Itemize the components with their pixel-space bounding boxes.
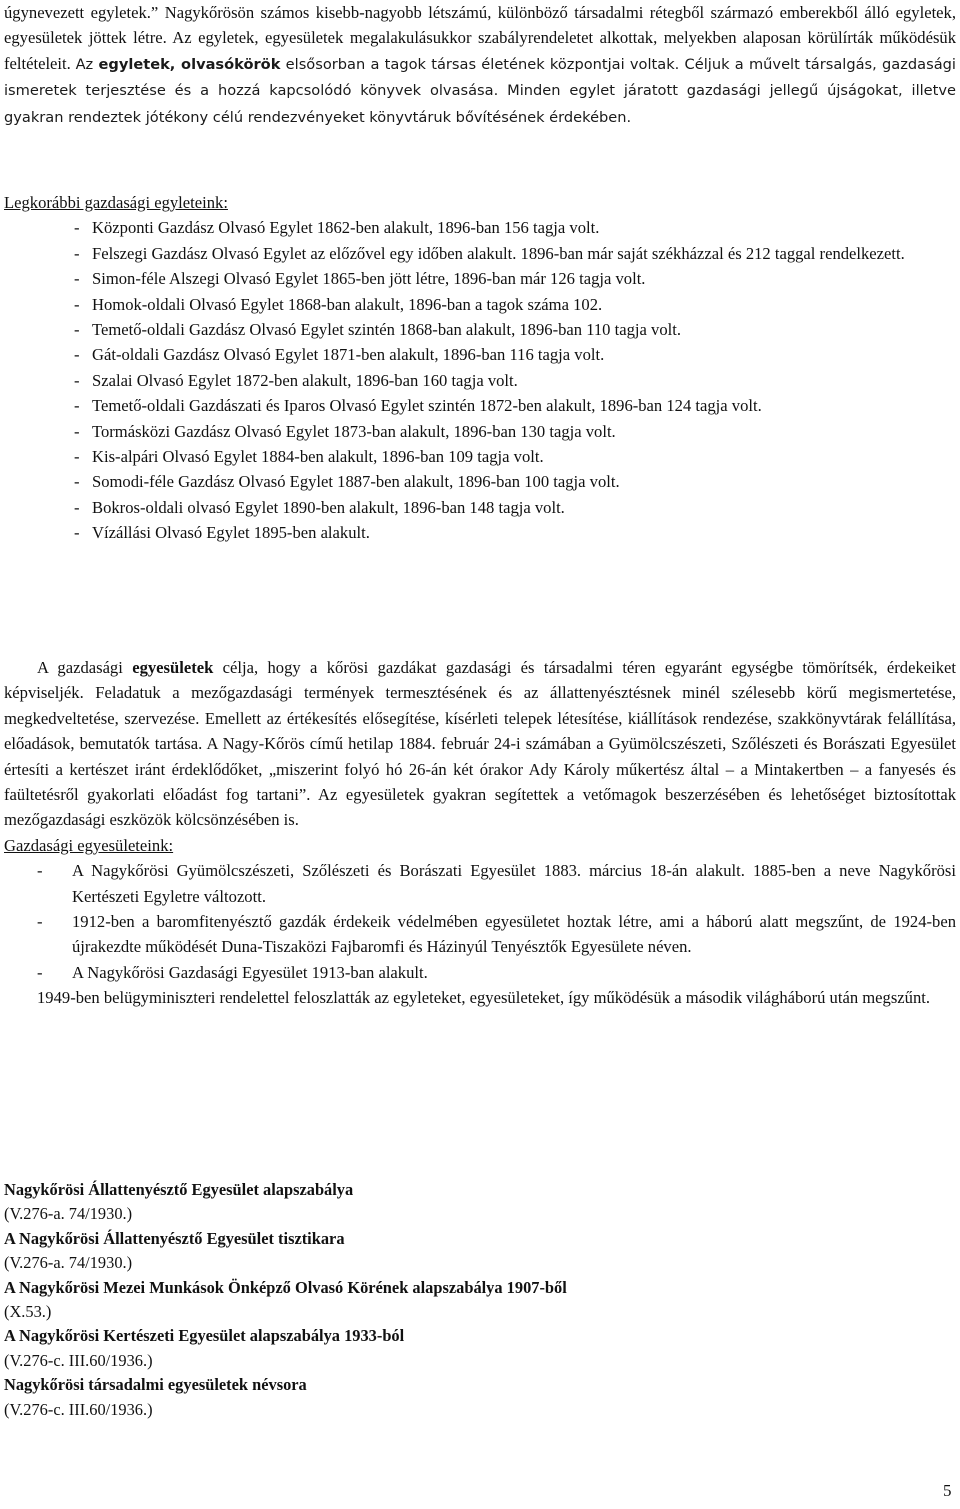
associations-section [4,655,956,1011]
associations-heading: Gazdasági egyesületeink: [4,835,174,855]
archival-references [4,1178,944,1422]
reference-code: (V.276-a. 74/1930.) [4,1204,133,1224]
list-item: - Temető-oldali Gazdászati és Iparos Olvasó Egylet szintén 1872-ben alakult, 1896-ban 124 tagja volt. [74,396,762,416]
associations-list [4,858,956,985]
list-item: - Gát-oldali Gazdász Olvasó Egylet 1871-ben alakult, 1896-ban 116 tagja volt. [74,345,605,365]
reference-code: (V.276-c. III.60/1936.) [4,1399,153,1419]
reference-title: A Nagykőrösi Állattenyésztő Egyesület tisztikara [4,1228,345,1248]
intro-bold-term: egyletek, olvasókörök [98,55,281,73]
reference-code: (X.53.) [4,1302,52,1322]
intro-text: úgynevezett egyletek.” Nagykőrösön számos kisebb-nagyobb létszámú, különböző társadalmi rétegből származó emberekből álló egyletek, egyesületek jöttek létre. Az egyletek, egyesületek megalakulásukkor szabályrendeletet alkottak, melyekben alaposan körülírták működésük feltételeit. [4,3,956,73]
reference-title: A Nagykőrösi Kertészeti Egyesület alapszabálya 1933-ból [4,1326,405,1346]
list-item: - Kis-alpári Olvasó Egylet 1884-ben alakult, 1896-ban 109 tagja volt. [74,447,544,467]
list-item: - Vízállási Olvasó Egylet 1895-ben alakult. [74,523,370,543]
early-associations-section [4,190,956,546]
list-item: - A Nagykőrösi Gazdasági Egyesület 1913-ban alakult. [37,962,428,982]
list-item: - Simon-féle Alszegi Olvasó Egylet 1865-ben jött létre, 1896-ban már 126 tagja volt. [74,269,646,289]
list-item: - A Nagykőrösi Gyümölcszészeti, Szőlészeti és Borászati Egyesület 1883. március 18-án alakult. 1885-ben a neve Nagykőrösi Kertészeti Egyletre változott. [37,861,956,906]
reference-title: A Nagykőrösi Mezei Munkások Önképző Olvasó Körének alapszabálya 1907-ből [4,1277,567,1297]
reference-code: (V.276-c. III.60/1936.) [4,1350,153,1370]
list-item: - Homok-oldali Olvasó Egylet 1868-ban alakult, 1896-ban a tagok száma 102. [74,294,603,314]
reference-title: Nagykőrösi társadalmi egyesületek névsora [4,1375,307,1395]
reference-code: (V.276-a. 74/1930.) [4,1253,133,1273]
reference-title: Nagykőrösi Állattenyésztő Egyesület alapszabálya [4,1180,354,1199]
page-number: 5 [943,1481,952,1500]
list-item: - Temető-oldali Gazdász Olvasó Egylet szintén 1868-ban alakult, 1896-ban 110 tagja volt. [74,320,681,340]
intro-sentence-a: Az [75,55,99,73]
list-item: - Felszegi Gazdász Olvasó Egylet az előzővel egy időben alakult. 1896-ban már saját székházzal és 212 taggal rendelkezett. [74,243,905,263]
list-item: - Tormásközi Gazdász Olvasó Egylet 1873-ban alakult, 1896-ban 130 tagja volt. [74,421,616,441]
early-associations-heading: Legkorábbi gazdasági egyleteink: [4,193,228,212]
closing-paragraph: 1949-ben belügyminiszteri rendelettel feloszlatták az egyleteket, egyesületeket, így működésük a második világháború után megszűnt. [37,988,931,1008]
intro-paragraph [4,0,956,130]
list-item: - Központi Gazdász Olvasó Egylet 1862-ben alakult, 1896-ban 156 tagja volt. [74,218,600,238]
list-item: - 1912-ben a baromfitenyésztő gazdák érdekeik védelmében egyesületet hoztak létre, ami a háború alatt megszűnt, de 1924-ben újrakezdte működését Duna-Tiszaközi Fajbaromfi és Házinyúl Tenyésztők Egyesülete néven. [37,912,956,957]
list-item: - Somodi-féle Gazdász Olvasó Egylet 1887-ben alakult, 1896-ban 100 tagja volt. [74,472,620,492]
associations-bold-term: egyesületek [132,658,214,677]
early-associations-list [4,215,956,545]
list-item: - Bokros-oldali olvasó Egylet 1890-ben alakult, 1896-ban 148 tagja volt. [74,497,565,517]
associations-paragraph: A gazdasági egyesületek célja, hogy a kőrösi gazdákat gazdasági és társadalmi téren egyaránt egységbe tömörítsék, érdekeiket képviseljék. Feladatuk a mezőgazdasági termények termesztésének és az állattenyésztésnek minél szélesebb körű megismertetése, megkedveltetése, szervezése. Emellett az értékesítés elősegítése, kísérleti telepek létesítése, kiállítások rendezése, szakkönyvtárak felállítása, előadások, bemutatók tartása. A Nagy-Kőrös című hetilap 1884. február 24-i számában a Gyümölcszészeti, Szőlészeti és Borászati Egyesület értesíti a kertészet iránt érdeklődőket, „miszerint folyó hó 26-án két órakor Ady Károly műkertész által – a Mintakertben – a fanyesés és faültetésről gyakorlati előadást fog tartani”. Az egyesületek gyakran segítettek a vetőmagok beszerzésében és lehetőséget biztosítottak mezőgazdasági eszközök kölcsönzésében is. [4,658,956,830]
list-item: - Szalai Olvasó Egylet 1872-ben alakult, 1896-ban 160 tagja volt. [74,370,518,390]
intro-sentence-b: elsősorban a tagok társas életének központjai voltak. Céljuk a művelt társalgás, gazdasági ismeretek terjesztése és a hozzá kapcsolódó könyvek olvasása. Minden egylet járatott gazdasági jellegű újságokat, illetve gyakran rendeztek jótékony célú rendezvényeket könyvtáruk bővítésének érdekében. [4,55,956,126]
